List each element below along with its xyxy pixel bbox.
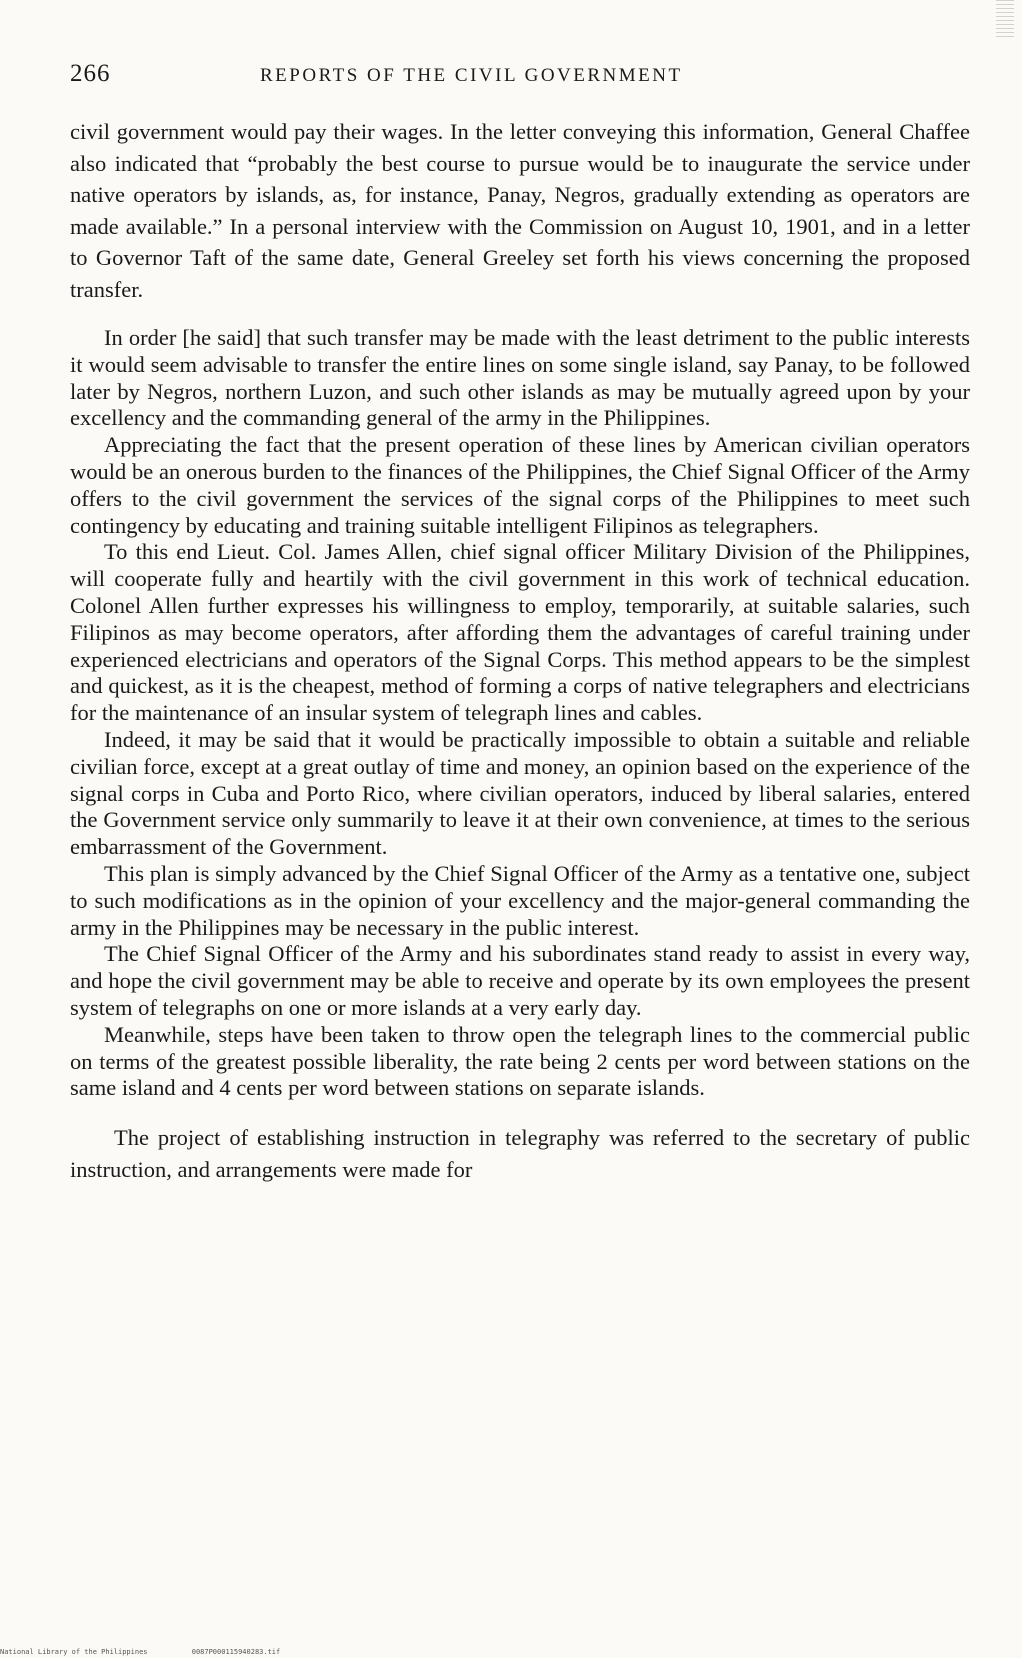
body-paragraph: civil government would pay their wages. In the letter conveying this information, General Chaffee also indicated that “probably the best course to pursue would be to inaugurate the service under native operators by islands, as, for instance, Panay, Negros, gradually extending as operators are made available.” In a personal interview with the Commission on August 10, 1901, and in a letter to Governor Taft of the same date, General Greeley set forth his views concerning the proposed transfer. bbox=[70, 119, 970, 302]
document-page bbox=[70, 60, 970, 1185]
block-quote bbox=[70, 325, 970, 1102]
quote-paragraph: Indeed, it may be said that it would be practically impossible to obtain a suitable and reliable civilian force, except at a great outlay of time and money, an opinion based on the experience of the signal corps in Cuba and Porto Rico, where civilian operators, induced by liberal salaries, entered the Government service only summarily to leave it at their own convenience, at times to the serious embarrassment of the Government. bbox=[70, 726, 970, 860]
quote-paragraph: Meanwhile, steps have been taken to throw open the telegraph lines to the commercial public on terms of the greatest possible liberality, the rate being 2 cents per word between stations on the same island and 4 cents per word between stations on separate islands. bbox=[70, 1021, 970, 1101]
page-number: 266 bbox=[70, 60, 111, 87]
quote-paragraph: Appreciating the fact that the present operation of these lines by American civilian operators would be an onerous burden to the finances of the Philippines, the Chief Signal Officer of the Army offers to the civil government the services of the signal corps of the Philippines to meet such contingency by educating and training suitable intelligent Filipinos as telegraphers. bbox=[70, 432, 970, 538]
quote-paragraph: To this end Lieut. Col. James Allen, chief signal officer Military Division of the Philippines, will cooperate fully and heartily with the civil government in this work of technical education. Colonel Allen further expresses his willingness to employ, temporarily, at suitable salaries, such Filipinos as may become operators, after affording them the advantages of careful training under experienced electricians and operators of the Signal Corps. This method appears to be the simplest and quickest, as it is the cheapest, method of forming a corps of native telegraphers and electricians for the maintenance of an insular system of telegraph lines and cables. bbox=[70, 539, 970, 726]
page-header bbox=[70, 60, 970, 96]
body-paragraph: The project of establishing instruction in telegraphy was referred to the secretary of public instruction, and arrangements were made for bbox=[70, 1125, 970, 1182]
scan-artifact bbox=[996, 0, 1014, 40]
file-name: 0087P000115940283.tif bbox=[191, 1648, 281, 1656]
quote-paragraph: In order [he said] that such transfer may be made with the least detriment to the public interests it would seem advisable to transfer the entire lines on some single island, say Panay, to be followed later by Negros, northern Luzon, and such other islands as may be mutually agreed upon by your excellency and the commanding general of the army in the Philippines. bbox=[70, 325, 970, 431]
quote-paragraph: This plan is simply advanced by the Chief Signal Officer of the Army as a tentative one, subject to such modifications as in the opinion of your excellency and the major-general commanding the army in the Philippines may be necessary in the public interest. bbox=[70, 860, 970, 940]
quote-paragraph: The Chief Signal Officer of the Army and his subordinates stand ready to assist in every way, and hope the civil government may be able to receive and operate by its own employees the present system of telegraphs on one or more islands at a very early day. bbox=[70, 941, 970, 1020]
scan-footer bbox=[0, 1648, 320, 1656]
running-head: REPORTS OF THE CIVIL GOVERNMENT bbox=[260, 65, 683, 86]
library-credit: National Library of the Philippines bbox=[0, 1648, 148, 1656]
